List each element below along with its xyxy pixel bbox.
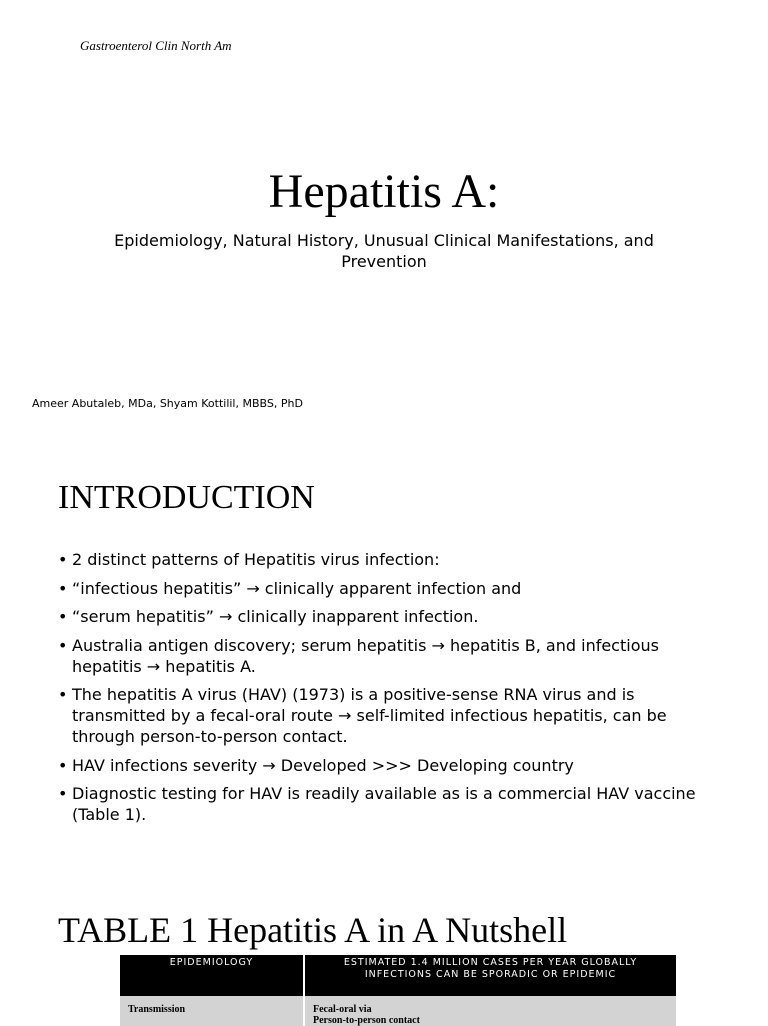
bullet-item: • “infectious hepatitis” → clinically apparent infection and [58, 578, 708, 599]
slide-subtitle: Epidemiology, Natural History, Unusual Clinical Manifestations, and Prevention [114, 231, 654, 271]
bullet-item: • 2 distinct patterns of Hepatitis virus infection: [58, 549, 708, 570]
table-header-cell: EPIDEMIOLOGY [120, 955, 304, 996]
bullet-item: • Australia antigen discovery; serum hepatitis → hepatitis B, and infectious hepatitis → hepatitis A. [58, 635, 708, 677]
bullet-item: • HAV infections severity → Developed >>> Developing country [58, 755, 708, 776]
bullet-item: • The hepatitis A virus (HAV) (1973) is a positive-sense RNA virus and is transmitted by a fecal-oral route → self-limited infectious hepatitis, can be through person-to-person contact. [58, 684, 708, 747]
table-cell-line: Person-to-person contact [313, 1015, 420, 1026]
table-cell-line: Fecal-oral via [313, 1004, 372, 1015]
table-cell-value [304, 996, 676, 1026]
introduction-heading: INTRODUCTION [58, 479, 315, 516]
bullet-item: • Diagnostic testing for HAV is readily available as is a commercial HAV vaccine (Table 1). [58, 783, 708, 825]
introduction-bullet-list [58, 549, 708, 833]
authors-line: Ameer Abutaleb, MDa, Shyam Kottilil, MBBS, PhD [32, 397, 303, 410]
nutshell-table [120, 955, 676, 1026]
table-heading: TABLE 1 Hepatitis A in A Nutshell [58, 910, 568, 950]
table-header-cell: ESTIMATED 1.4 MILLION CASES PER YEAR GLOBALLY INFECTIONS CAN BE SPORADIC OR EPIDEMIC [304, 955, 676, 996]
slide-title: Hepatitis A: [268, 165, 500, 218]
table-cell-label: Transmission [120, 996, 304, 1026]
table-row [120, 996, 676, 1026]
journal-name: Gastroenterol Clin North Am [80, 38, 232, 53]
table-header-row [120, 955, 676, 996]
bullet-item: • “serum hepatitis” → clinically inapparent infection. [58, 606, 708, 627]
